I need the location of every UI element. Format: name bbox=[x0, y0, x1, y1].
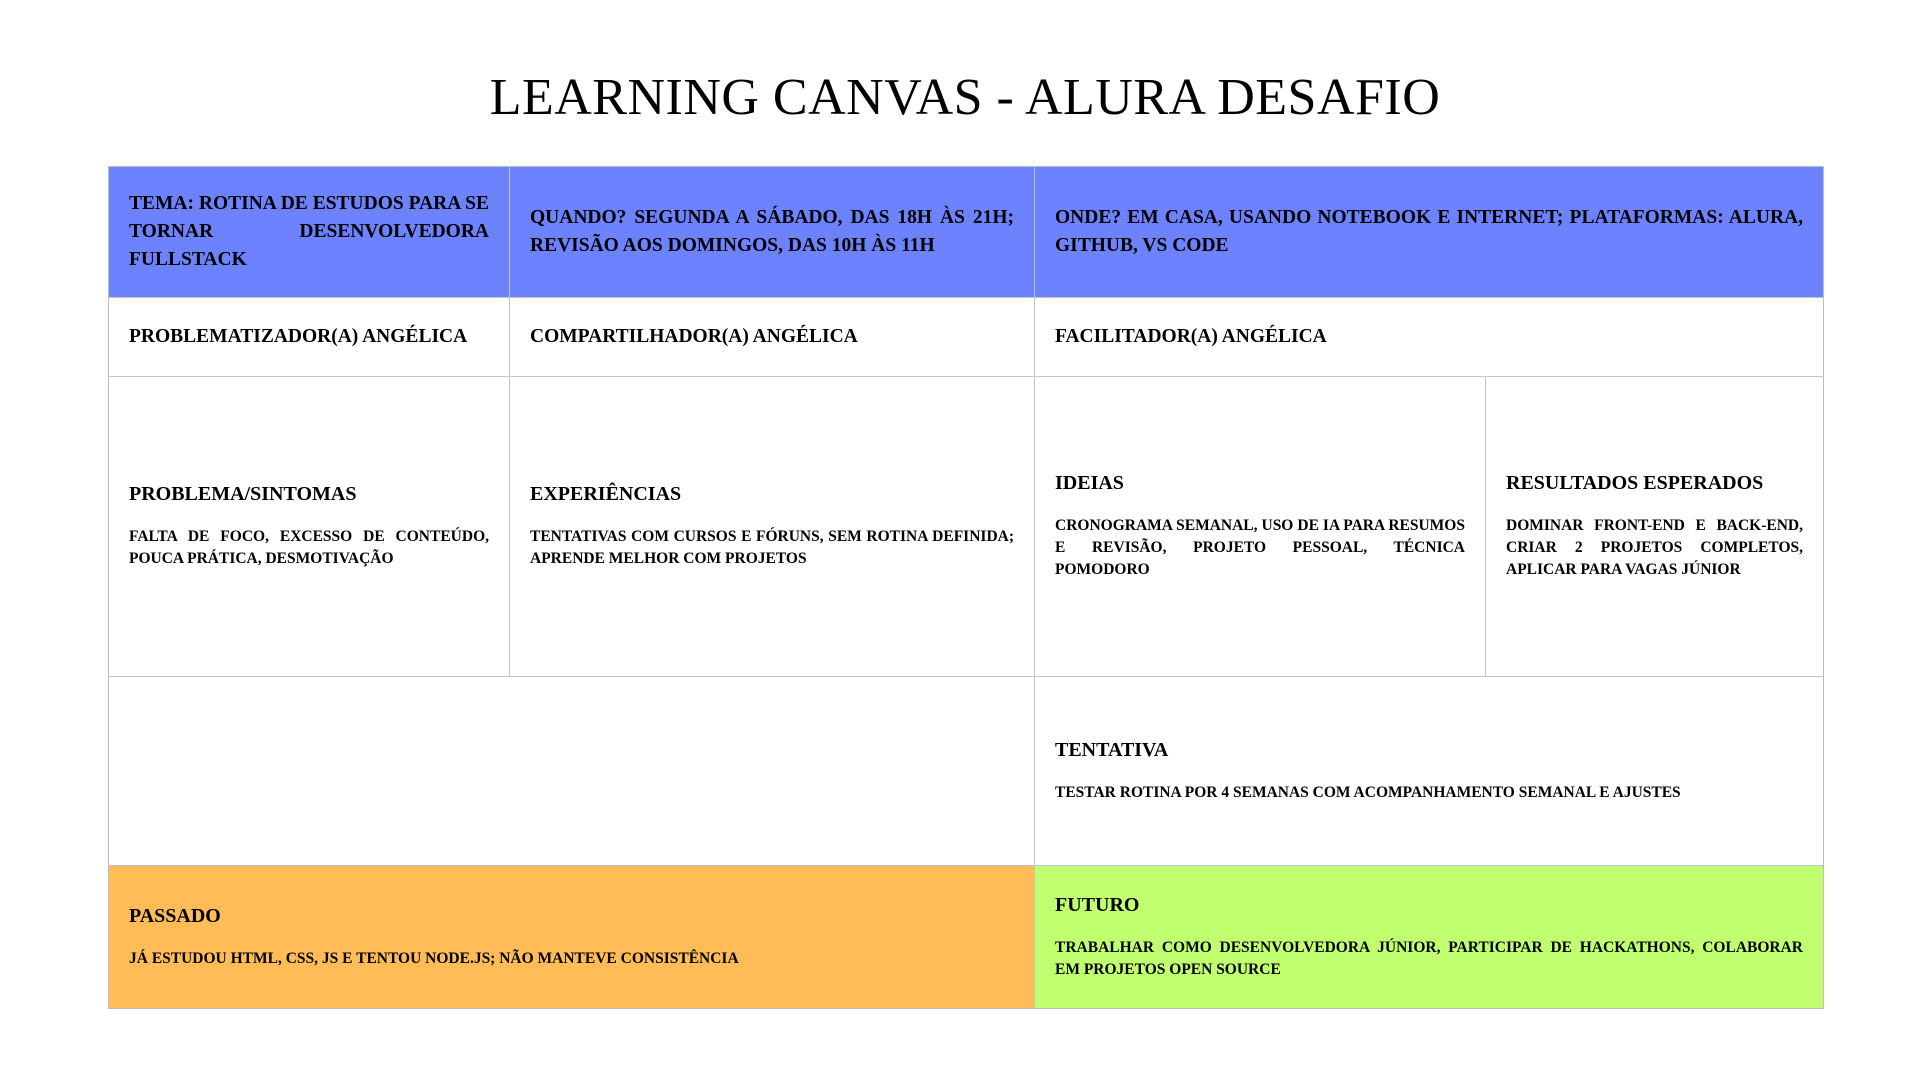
ideias-title: IDEIAS bbox=[1055, 472, 1124, 494]
facilitador-cell bbox=[1035, 298, 1823, 377]
passado-cell bbox=[109, 866, 1035, 1008]
problematizador-label: PROBLEMATIZADOR(A) ANGÉLICA bbox=[129, 326, 468, 347]
onde-text: ONDE? EM CASA, USANDO NOTEBOOK E INTERNET; PLATAFORMAS: ALURA, GITHUB, VS CODE bbox=[1055, 207, 1803, 256]
learning-canvas bbox=[108, 166, 1824, 1009]
experiencias-title: EXPERIÊNCIAS bbox=[530, 483, 682, 505]
quando-cell bbox=[510, 167, 1035, 298]
quando-text: QUANDO? SEGUNDA A SÁBADO, DAS 18H ÀS 21H; REVISÃO AOS DOMINGOS, DAS 10H ÀS 11H bbox=[530, 207, 1014, 256]
ideias-body: CRONOGRAMA SEMANAL, USO DE IA PARA RESUMOS E REVISÃO, PROJETO PESSOAL, TÉCNICA POMODORO bbox=[1055, 517, 1465, 578]
tentativa-cell bbox=[1035, 677, 1823, 866]
ideias-cell bbox=[1035, 377, 1486, 677]
passado-title: PASSADO bbox=[129, 904, 221, 927]
experiencias-cell bbox=[510, 377, 1035, 677]
empty-cell bbox=[109, 677, 1035, 866]
resultados-body: DOMINAR FRONT-END E BACK-END, CRIAR 2 PROJETOS COMPLETOS, APLICAR PARA VAGAS JÚNIOR bbox=[1506, 517, 1803, 578]
problema-body: FALTA DE FOCO, EXCESSO DE CONTEÚDO, POUCA PRÁTICA, DESMOTIVAÇÃO bbox=[129, 528, 489, 567]
problema-cell bbox=[109, 377, 510, 677]
futuro-body: TRABALHAR COMO DESENVOLVEDORA JÚNIOR, PARTICIPAR DE HACKATHONS, COLABORAR EM PROJETOS OPEN SOURCE bbox=[1055, 938, 1803, 978]
problema-title: PROBLEMA/SINTOMAS bbox=[129, 483, 357, 505]
tema-text: TEMA: ROTINA DE ESTUDOS PARA SE TORNAR DESENVOLVEDORA FULLSTACK bbox=[129, 193, 489, 270]
experiencias-body: TENTATIVAS COM CURSOS E FÓRUNS, SEM ROTINA DEFINIDA; APRENDE MELHOR COM PROJETOS bbox=[530, 528, 1014, 567]
compartilhador-cell bbox=[510, 298, 1035, 377]
futuro-cell bbox=[1035, 866, 1823, 1008]
futuro-title: FUTURO bbox=[1055, 893, 1140, 916]
compartilhador-label: COMPARTILHADOR(A) ANGÉLICA bbox=[530, 326, 858, 347]
tentativa-title: TENTATIVA bbox=[1055, 738, 1169, 761]
problematizador-cell bbox=[109, 298, 510, 377]
resultados-title: RESULTADOS ESPERADOS bbox=[1506, 472, 1764, 494]
page-title: LEARNING CANVAS - ALURA DESAFIO bbox=[489, 69, 1441, 126]
passado-body: JÁ ESTUDOU HTML, CSS, JS E TENTOU NODE.JS; NÃO MANTEVE CONSISTÊNCIA bbox=[129, 949, 739, 967]
resultados-cell bbox=[1486, 377, 1823, 677]
tema-cell bbox=[109, 167, 510, 298]
onde-cell bbox=[1035, 167, 1823, 298]
facilitador-label: FACILITADOR(A) ANGÉLICA bbox=[1055, 326, 1327, 347]
tentativa-body: TESTAR ROTINA POR 4 SEMANAS COM ACOMPANHAMENTO SEMANAL E AJUSTES bbox=[1055, 783, 1681, 801]
